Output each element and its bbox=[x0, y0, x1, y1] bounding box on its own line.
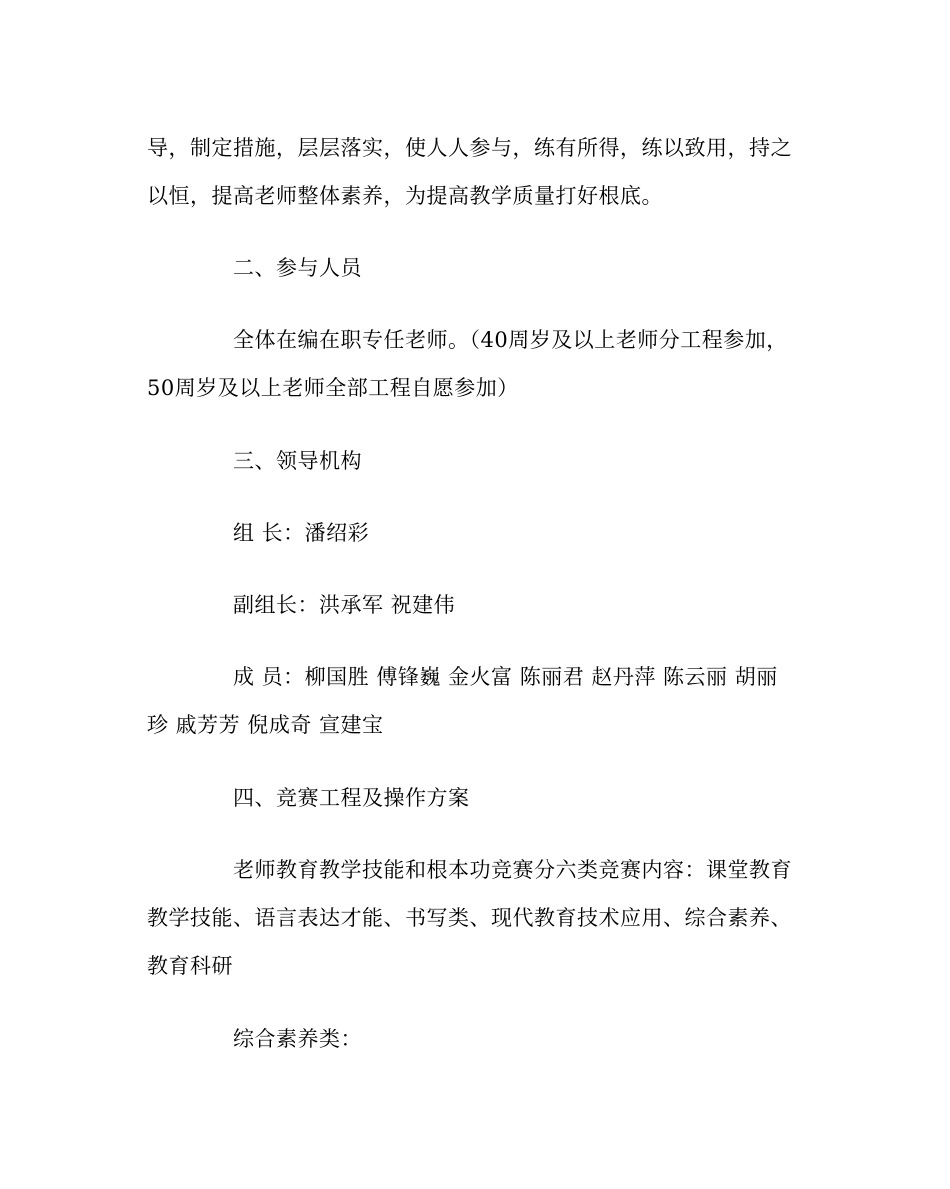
deputy-leader-line: 副组长：洪承军 祝建伟 bbox=[233, 593, 456, 617]
text-line: 教学技能、语言表达才能、书写类、现代教育技术应用、综合素养、 bbox=[147, 906, 792, 930]
section-heading-leadership: 三、领导机构 bbox=[233, 449, 362, 473]
text-line: 成 员：柳国胜 傅锋巍 金火富 陈丽君 赵丹萍 陈云丽 胡丽 bbox=[233, 665, 778, 689]
text-line: 珍 戚芳芳 倪成奇 宣建宝 bbox=[147, 713, 384, 737]
text-line: 导，制定措施，层层落实，使人人参与，练有所得，练以致用，持之 bbox=[147, 136, 792, 160]
paragraph-intro bbox=[147, 124, 807, 220]
text-line: 教育科研 bbox=[147, 954, 233, 978]
section-heading-participants: 二、参与人员 bbox=[233, 256, 362, 280]
paragraph-participants bbox=[147, 316, 807, 412]
text-line: 老师教育教学技能和根本功竞赛分六类竞赛内容：课堂教育 bbox=[233, 858, 792, 882]
text-line: 50周岁及以上老师全部工程自愿参加） bbox=[147, 376, 519, 400]
text-line: 全体在编在职专任老师。（40周岁及以上老师分工程参加， bbox=[233, 328, 788, 352]
section-heading-competition: 四、竞赛工程及操作方案 bbox=[233, 786, 470, 810]
leader-line: 组 长：潘绍彩 bbox=[233, 521, 370, 545]
members-paragraph bbox=[147, 653, 807, 749]
subheading-comprehensive-quality: 综合素养类： bbox=[233, 1027, 362, 1051]
text-line: 以恒，提高老师整体素养，为提高教学质量打好根底。 bbox=[147, 184, 663, 208]
paragraph-competition bbox=[147, 846, 807, 990]
